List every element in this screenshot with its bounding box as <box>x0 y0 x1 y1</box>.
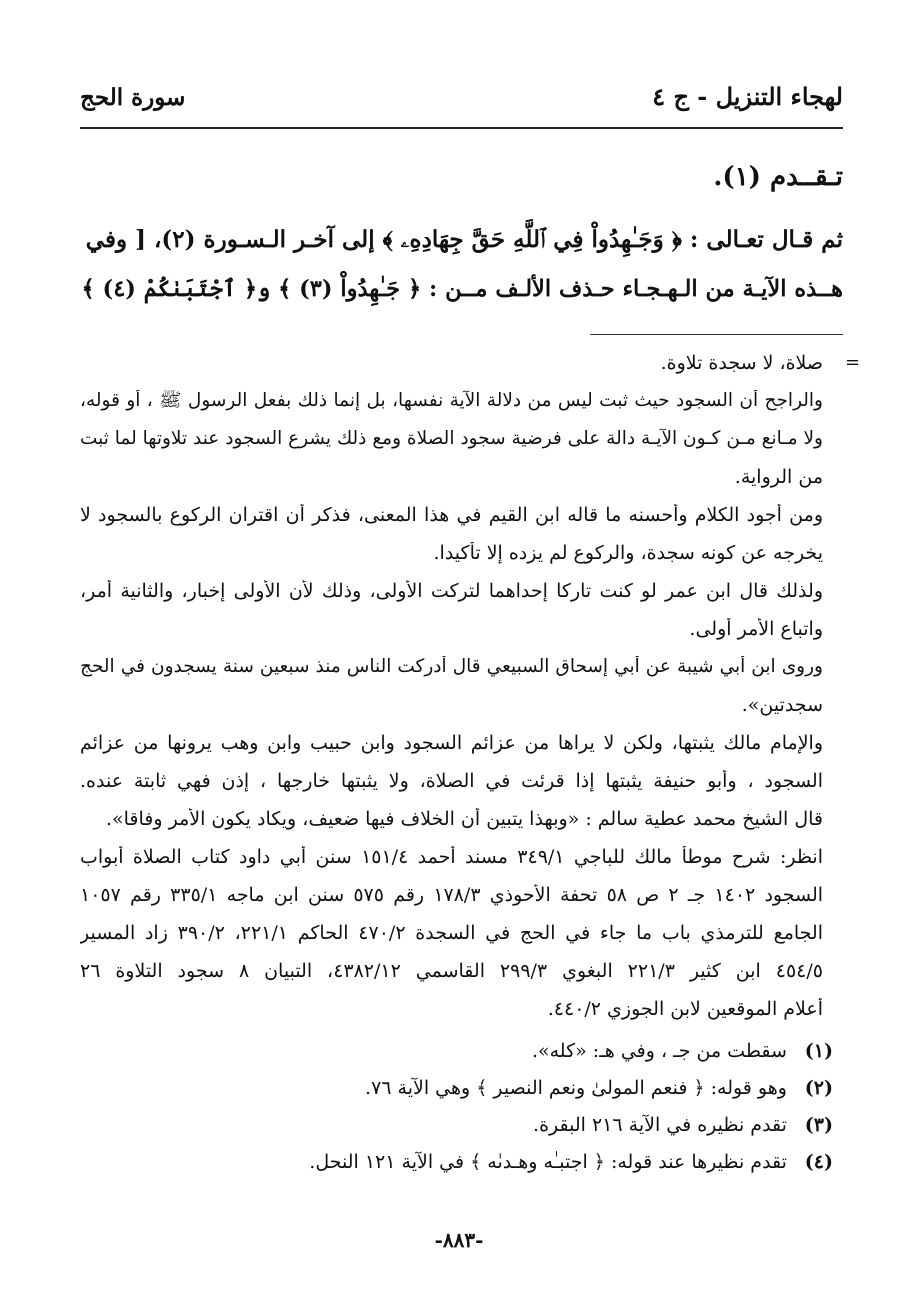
note-line: سجدتين». <box>741 694 823 716</box>
note-line: واتباع الأمر أولى. <box>689 618 823 640</box>
footnote-text: سقطت من جـ ، وفي هـ: «كله». <box>531 1040 787 1062</box>
main-text-line-1: تـقــدم (١). <box>713 162 843 192</box>
footnote-number: (٢) <box>804 1077 833 1099</box>
footnote-4 <box>80 1151 833 1173</box>
main-text-line-3: هــذه الآيـة من الـهـجـاء حـذف الألـف مــن : ﴿ جَـٰهِدُواْ (٣) ﴾ و﴿ ٱجْتَبَىٰكُمْ (٤) ﴾ <box>81 276 843 302</box>
footnote-2 <box>80 1077 833 1099</box>
footnote-3 <box>80 1114 833 1136</box>
note-line: الجامع للترمذي باب ما جاء في الحج في السجدة ٤٧٠/٢ الحاكم ٢٢١/١، ٣٩٠/٢ زاد المسير <box>80 922 823 944</box>
note-line: صلاة، لا سجدة تلاوة. <box>660 352 823 374</box>
note-line: ٤٥٤/٥ ابن كثير ٢٢١/٣ البغوي ٢٩٩/٣ القاسمي ٤٣٨٢/١٢، التبيان ٨ سجود التلاوة ٢٦ <box>80 960 823 982</box>
note-line: والإمام مالك يثبتها، ولكن لا يراها من عزائم السجود وابن حبيب وابن وهب يرونها من عزائم <box>80 732 823 754</box>
note-line: وروى ابن أبي شيبة عن أبي إسحاق السبيعي قال أدركت الناس منذ سبعين سنة يسجدون في الحج <box>80 656 823 677</box>
footnote-text: تقدم نظيره في الآية ٢١٦ البقرة. <box>533 1114 787 1136</box>
main-text-line-2: ثم قـال تعـالى : ﴿ وَجَـٰهِدُواْ فِي ٱللَّهِ حَقَّ جِهَادِهِۦ ﴾ إلى آخـر الـسـورة (٢)، [ وفي <box>85 226 843 253</box>
page-number: -٨٨٣- <box>434 1228 484 1252</box>
footnote-1 <box>80 1040 833 1062</box>
footnote-separator <box>590 334 843 335</box>
continuation-mark: = <box>845 352 861 373</box>
footnote-number: (١) <box>804 1040 833 1062</box>
note-line: ولذلك قال ابن عمر لو كنت تاركا إحداهما لتركت الأولى، وذلك لأن الأولى إخبار، والثانية أمر، <box>80 580 823 602</box>
note-line: السجود ١٤٠٢ جـ ٢ ص ٥٨ تحفة الأحوذي ١٧٨/٣ رقم ٥٧٥ سنن ابن ماجه ٣٣٥/١ رقم ١٠٥٧ <box>80 884 823 906</box>
note-line: من الرواية. <box>734 466 823 488</box>
book-title: لهجاء التنزيل - ج ٤ <box>652 82 843 111</box>
note-line: السجود ، وأبو حنيفة يثبتها إذا قرئت في الصلاة، ولا يثبتها خارجها ، إذن فهي ثابتة عنده. <box>80 770 823 792</box>
footnote-number: (٣) <box>804 1114 833 1136</box>
footnote-number: (٤) <box>804 1151 833 1173</box>
surah-name: سورة الحج <box>80 84 186 111</box>
note-line: ومن أجود الكلام وأحسنه ما قاله ابن القيم في هذا المعنى، فذكر أن اقتران الركوع بالسجود لا <box>80 504 823 526</box>
note-line: قال الشيخ محمد عطية سالم : «وبهذا يتبين أن الخلاف فيها ضعيف، ويكاد يكون الأمر وفاقا». <box>105 808 823 830</box>
note-line: يخرجه عن كونه سجدة، والركوع لم يزده إلا تأكيدا. <box>433 542 823 564</box>
page-header <box>80 82 843 122</box>
note-line: أعلام الموقعين لابن الجوزي ٤٤٠/٢. <box>547 998 823 1020</box>
note-line: ولا مـانع مـن كـون الآيـة دالة على فرضية سجود الصلاة ومع ذلك يشرع السجود عند تلاوتها لما ثبت <box>80 428 823 449</box>
note-line: انظر: شرح موطأ مالك للباجي ٣٤٩/١ مسند أحمد ١٥١/٤ سنن أبي داود كتاب الصلاة أبواب <box>80 846 823 868</box>
footnote-text: وهو قوله: ﴿ فنعم المولىٰ ونعم النصير ﴾ وهي الآية ٧٦. <box>365 1077 787 1099</box>
header-rule <box>80 127 843 129</box>
note-line: والراجح أن السجود حيث ثبت ليس من دلالة الآية نفسها، بل إنما ذلك بفعل الرسول ﷺ ، أو قوله، <box>80 390 823 411</box>
footnote-text: تقدم نظيرها عند قوله: ﴿ اجتبـٰه وهـدىٰه ﴾ في الآية ١٢١ النحل. <box>309 1151 787 1173</box>
